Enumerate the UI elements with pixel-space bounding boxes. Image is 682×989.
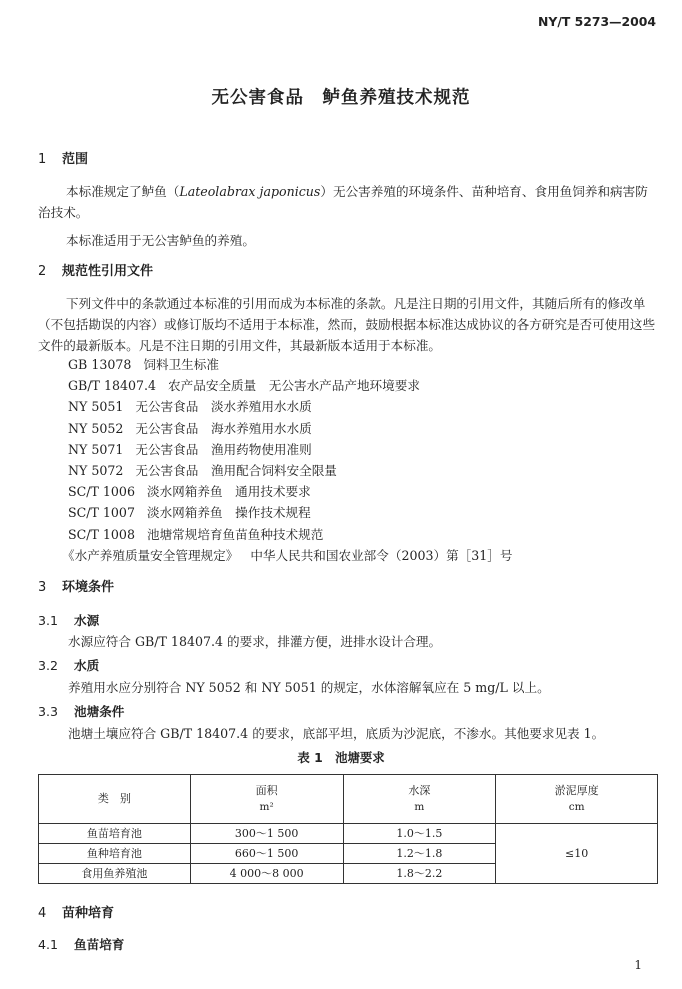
reference-item <box>68 357 219 373</box>
text-run: ）无公害养殖的环境条件、苗种培育、食用鱼饲养和病害防治技术。 <box>38 184 648 220</box>
reference-code: SC/T 1006 <box>68 484 135 500</box>
cell-depth: 1.2～1.8 <box>343 844 496 864</box>
section-title: 规范性引用文件 <box>62 264 154 279</box>
header-silt <box>496 775 658 824</box>
section-3-heading <box>38 580 114 596</box>
subsection-3-1-text: 水源应符合 GB/T 18407.4 的要求，排灌方便，进排水设计合理。 <box>68 634 442 649</box>
header-label: 淤泥厚度 <box>554 784 599 798</box>
reference-item <box>68 399 312 415</box>
document-title: 无公害食品 鲈鱼养殖技术规范 <box>211 88 471 108</box>
reference-name: 中华人民共和国农业部令（2003）第［31］号 <box>250 547 513 563</box>
section-2-intro: 下列文件中的条款通过本标准的引用而成为本标准的条款。凡是注日期的引用文件，其随后所有的修改单（不包括勘误的内容）或修订版均不适用于本标准，然而，鼓励根据本标准达成协议的各方研究是否可使用这些文件的最新版本。凡是不注日期的引用文件，其最新版本适用于本标准。 <box>38 296 656 353</box>
reference-item <box>68 505 311 521</box>
section-title: 范围 <box>62 152 89 167</box>
reference-name: 饲料卫生标准 <box>143 357 219 372</box>
cell-category: 鱼种培育池 <box>39 844 191 864</box>
section-4-heading <box>38 906 114 922</box>
reference-name: 无公害食品 海水养殖用水水质 <box>135 420 312 436</box>
reference-item <box>68 527 323 543</box>
subsection-4-1-heading <box>38 937 124 953</box>
cell-area: 660～1 500 <box>190 844 343 864</box>
section-2-heading <box>38 264 153 280</box>
section-number: 2 <box>38 264 47 279</box>
header-unit: m <box>414 800 425 813</box>
reference-item <box>68 378 420 394</box>
text-run: 本标准规定了鲈鱼（ <box>66 184 180 199</box>
subsection-number: 3.1 <box>38 613 59 628</box>
subsection-title: 水质 <box>74 658 100 673</box>
reference-code: NY 5072 <box>68 463 124 478</box>
subsection-3-3-heading <box>38 704 124 720</box>
subsection-title: 鱼苗培育 <box>74 937 125 952</box>
header-label: 面积 <box>255 784 278 798</box>
reference-item <box>68 421 312 437</box>
table-row <box>39 824 658 844</box>
reference-name: 无公害食品 渔用药物使用准则 <box>135 441 312 457</box>
subsection-3-2-heading <box>38 658 99 674</box>
subsection-title: 池塘条件 <box>74 704 125 719</box>
section-1-heading <box>38 152 88 168</box>
section-title: 苗种培育 <box>62 906 115 921</box>
page-number: 1 <box>634 958 642 972</box>
reference-item <box>68 484 311 500</box>
header-unit: m² <box>259 800 274 813</box>
reference-name: 淡水网箱养鱼 通用技术要求 <box>146 484 311 500</box>
cell-silt: ≤10 <box>496 824 658 884</box>
reference-name: 无公害食品 渔用配合饲料安全限量 <box>135 463 337 478</box>
header-unit: cm <box>568 800 585 813</box>
cell-area: 4 000～8 000 <box>190 864 343 884</box>
reference-code: 《水产养殖质量安全管理规定》 <box>62 547 239 563</box>
section-1-paragraph-2: 本标准适用于无公害鲈鱼的养殖。 <box>66 233 255 248</box>
section-number: 4 <box>38 906 47 921</box>
reference-name: 农产品安全质量 无公害水产品产地环境要求 <box>168 378 420 394</box>
subsection-3-1-heading <box>38 613 99 629</box>
header-category: 类 别 <box>39 775 191 824</box>
reference-code: SC/T 1008 <box>68 526 135 542</box>
section-number: 1 <box>38 152 47 167</box>
header-label: 水深 <box>408 784 431 798</box>
table-caption: 表 1 池塘要求 <box>297 750 385 765</box>
reference-item <box>62 548 512 564</box>
reference-name: 淡水网箱养鱼 操作技术规程 <box>146 505 311 521</box>
reference-code: GB/T 18407.4 <box>68 378 157 394</box>
reference-item <box>68 463 337 479</box>
pond-requirements-table <box>38 774 658 884</box>
section-title: 环境条件 <box>62 580 115 595</box>
reference-code: SC/T 1007 <box>68 505 135 521</box>
subsection-3-2-text: 养殖用水应分别符合 NY 5052 和 NY 5051 的规定，水体溶解氧应在 5 mg/L 以上。 <box>68 680 550 695</box>
cell-depth: 1.0～1.5 <box>343 824 496 844</box>
header-depth <box>343 775 496 824</box>
subsection-number: 3.3 <box>38 704 59 719</box>
subsection-number: 4.1 <box>38 937 59 952</box>
header-area <box>190 775 343 824</box>
subsection-number: 3.2 <box>38 658 59 673</box>
cell-category: 鱼苗培育池 <box>39 824 191 844</box>
subsection-3-3-text: 池塘土壤应符合 GB/T 18407.4 的要求，底部平坦，底质为沙泥底，不渗水。其他要求见表 1。 <box>68 726 605 741</box>
cell-area: 300～1 500 <box>190 824 343 844</box>
subsection-title: 水源 <box>74 613 100 628</box>
standard-code: NY/T 5273—2004 <box>538 14 656 29</box>
reference-name: 池塘常规培育鱼苗鱼种技术规范 <box>146 526 324 542</box>
cell-depth: 1.8～2.2 <box>343 864 496 884</box>
latin-name: Lateolabrax japonicus <box>179 184 321 199</box>
reference-code: NY 5051 <box>68 399 124 415</box>
section-1-paragraph-1 <box>38 181 658 223</box>
cell-category: 食用鱼养殖池 <box>39 864 191 884</box>
reference-name: 无公害食品 淡水养殖用水水质 <box>135 399 312 415</box>
table-header-row <box>39 775 658 824</box>
reference-code: GB 13078 <box>68 357 132 372</box>
reference-code: NY 5071 <box>68 441 124 457</box>
reference-code: NY 5052 <box>68 420 124 436</box>
section-number: 3 <box>38 580 47 595</box>
reference-item <box>68 442 312 458</box>
